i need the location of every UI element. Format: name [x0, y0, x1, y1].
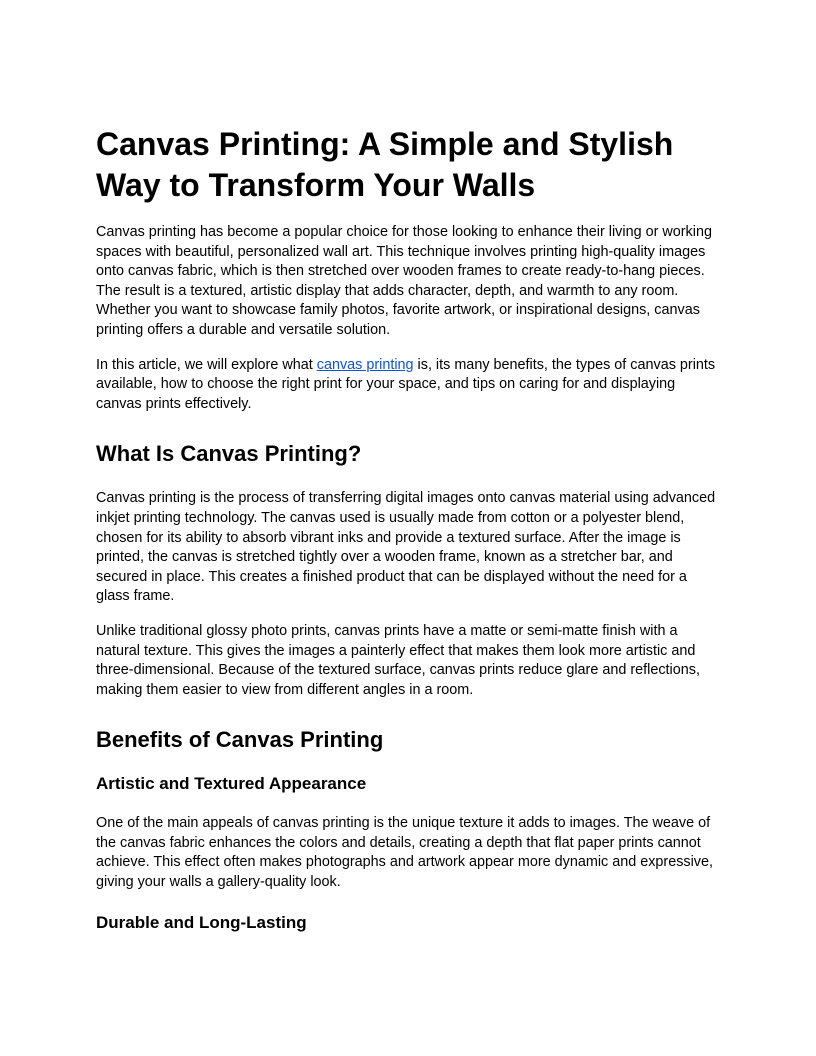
document-page	[96, 124, 722, 935]
intro-paragraph: Canvas printing has become a popular choice for those looking to enhance their living or working spaces with beautiful, personalized wall art. This technique involves printing high-quality images onto canvas fabric, which is then stretched over wooden frames to create ready-to-hang pieces. The result is a textured, artistic display that adds character, depth, and warmth to any room. Whether you want to showcase family photos, favorite artwork, or inspirational designs, canvas printing offers a durable and versatile solution.	[96, 224, 712, 338]
what-is-paragraph-1: Canvas printing is the process of transferring digital images onto canvas material using advanced inkjet printing technology. The canvas used is usually made from cotton or a polyester blend, chosen for its ability to absorb vibrant inks and provide a textured surface. After the image is printed, the canvas is stretched tightly over a wooden frame, known as a stretcher bar, and secured in place. This creates a finished product that can be displayed without the need for a glass frame.	[96, 490, 716, 605]
subheading-durable: Durable and Long-Lasting	[96, 912, 307, 932]
canvas-printing-link[interactable]: canvas printing	[316, 356, 414, 373]
what-is-paragraph-2: Unlike traditional glossy photo prints, canvas prints have a matte or semi-matte finish with a natural texture. This gives the images a painterly effect that makes them look more artistic and three-dimensional. Because of the textured surface, canvas prints reduce glare and reflections, making them easier to view from different angles in a room.	[96, 622, 700, 698]
overview-paragraph	[96, 356, 722, 415]
overview-text-before-link: In this article, we will explore what	[96, 356, 317, 373]
subheading-artistic-textured: Artistic and Textured Appearance	[96, 774, 367, 794]
article-title: Canvas Printing: A Simple and Stylish Way to Transform Your Walls	[96, 126, 674, 203]
section-heading-what-is: What Is Canvas Printing?	[96, 441, 362, 467]
section-heading-benefits: Benefits of Canvas Printing	[96, 727, 384, 753]
artistic-textured-paragraph: One of the main appeals of canvas printing is the unique texture it adds to images. The weave of the canvas fabric enhances the colors and details, creating a depth that flat paper prints cannot achieve. This effect often makes photographs and artwork appear more dynamic and expressive, giving your walls a gallery-quality look.	[96, 815, 714, 891]
overview-text-after-link: is, its many benefits, the types of canvas prints available, how to choose the right print for your space, and tips on caring for and displaying canvas prints effectively.	[96, 356, 716, 412]
